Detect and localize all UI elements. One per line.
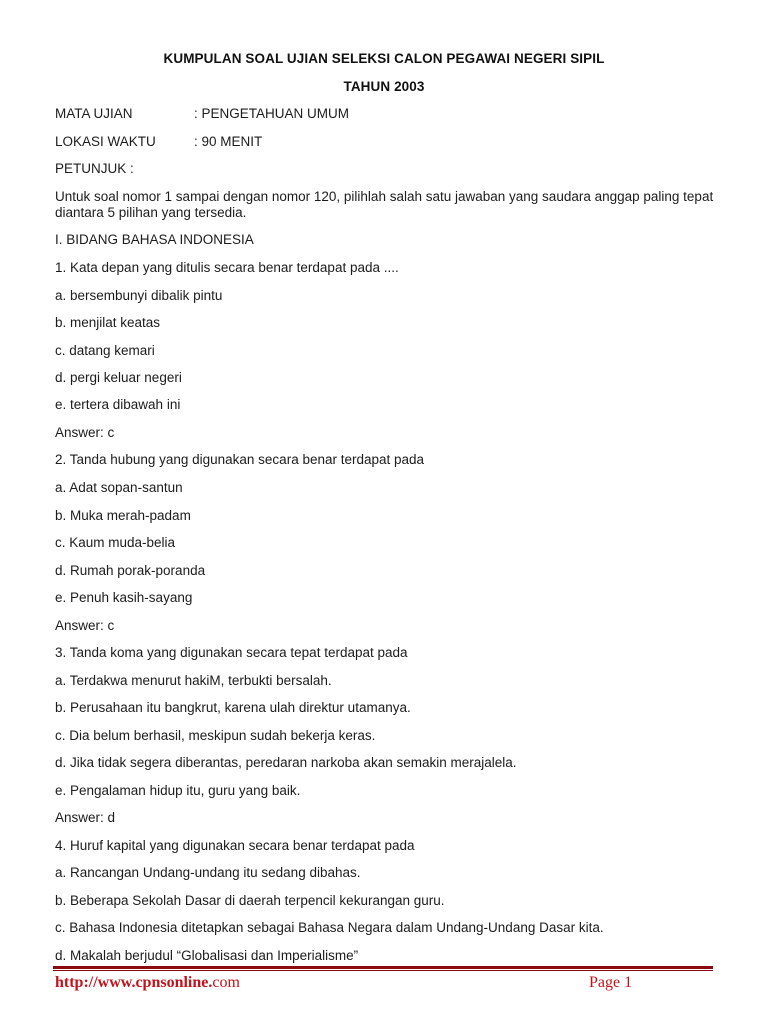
footer-website-link[interactable]	[55, 974, 240, 992]
section-title: I. BIDANG BAHASA INDONESIA	[55, 232, 254, 247]
question-2-option-d: d. Rumah porak-poranda	[55, 563, 206, 578]
question-1-answer: Answer: c	[55, 425, 115, 440]
question-3-option-c: c. Dia belum berhasil, meskipun sudah bekerja keras.	[55, 728, 376, 743]
meta-time-row	[55, 134, 262, 149]
question-1-option-a: a. bersembunyi dibalik pintu	[55, 288, 223, 303]
question-4-option-b: b. Beberapa Sekolah Dasar di daerah terpencil kekurangan guru.	[55, 893, 445, 908]
question-3-option-b: b. Perusahaan itu bangkrut, karena ulah direktur utamanya.	[55, 700, 411, 715]
question-1-text: 1. Kata depan yang ditulis secara benar terdapat pada ....	[55, 260, 399, 275]
question-1-option-c: c. datang kemari	[55, 343, 155, 358]
question-1-option-b: b. menjilat keatas	[55, 315, 161, 330]
instructions-label: PETUNJUK :	[55, 161, 134, 176]
question-3-option-a: a. Terdakwa menurut hakiM, terbukti bersalah.	[55, 673, 332, 688]
question-1-option-e: e. tertera dibawah ini	[55, 397, 181, 412]
footer-divider-thick	[53, 966, 713, 969]
question-2-option-b: b. Muka merah-padam	[55, 508, 191, 523]
footer-link-domain: http://www.cpnsonline.	[55, 974, 213, 991]
question-2-option-c: c. Kaum muda-belia	[55, 535, 176, 550]
question-4-text: 4. Huruf kapital yang digunakan secara benar terdapat pada	[55, 838, 415, 853]
question-4-option-a: a. Rancangan Undang-undang itu sedang dibahas.	[55, 865, 361, 880]
instructions-text: Untuk soal nomor 1 sampai dengan nomor 120, pilihlah salah satu jawaban yang saudara anggap paling tepat diantara 5 pilihan yang tersedia.	[55, 189, 714, 220]
document-subtitle: TAHUN 2003	[343, 79, 425, 94]
meta-subject-row	[55, 106, 349, 121]
meta-time-label: LOKASI WAKTU	[55, 134, 156, 149]
question-2-option-e: e. Penuh kasih-sayang	[55, 590, 193, 605]
meta-time-value: : 90 MENIT	[194, 134, 263, 149]
question-2-option-a: a. Adat sopan-santun	[55, 480, 183, 495]
footer-link-tld: com	[212, 974, 240, 991]
meta-subject-label: MATA UJIAN	[55, 106, 133, 121]
question-3-text: 3. Tanda koma yang digunakan secara tepat terdapat pada	[55, 645, 408, 660]
footer-divider-thin	[53, 970, 713, 971]
meta-subject-value: : PENGETAHUAN UMUM	[194, 106, 350, 121]
question-1-option-d: d. pergi keluar negeri	[55, 370, 182, 385]
question-3-option-e: e. Pengalaman hidup itu, guru yang baik.	[55, 783, 301, 798]
document-title: KUMPULAN SOAL UJIAN SELEKSI CALON PEGAWAI NEGERI SIPIL	[163, 51, 605, 66]
question-2-text: 2. Tanda hubung yang digunakan secara benar terdapat pada	[55, 452, 425, 467]
question-3-answer: Answer: d	[55, 810, 116, 825]
question-3-option-d: d. Jika tidak segera diberantas, peredaran narkoba akan semakin merajalela.	[55, 755, 517, 770]
question-4-option-d: d. Makalah berjudul “Globalisasi dan Imperialisme”	[55, 948, 359, 963]
question-2-answer: Answer: c	[55, 618, 115, 633]
page-number: Page 1	[589, 974, 633, 991]
question-4-option-c: c. Bahasa Indonesia ditetapkan sebagai Bahasa Negara dalam Undang-Undang Dasar kita.	[55, 920, 604, 935]
